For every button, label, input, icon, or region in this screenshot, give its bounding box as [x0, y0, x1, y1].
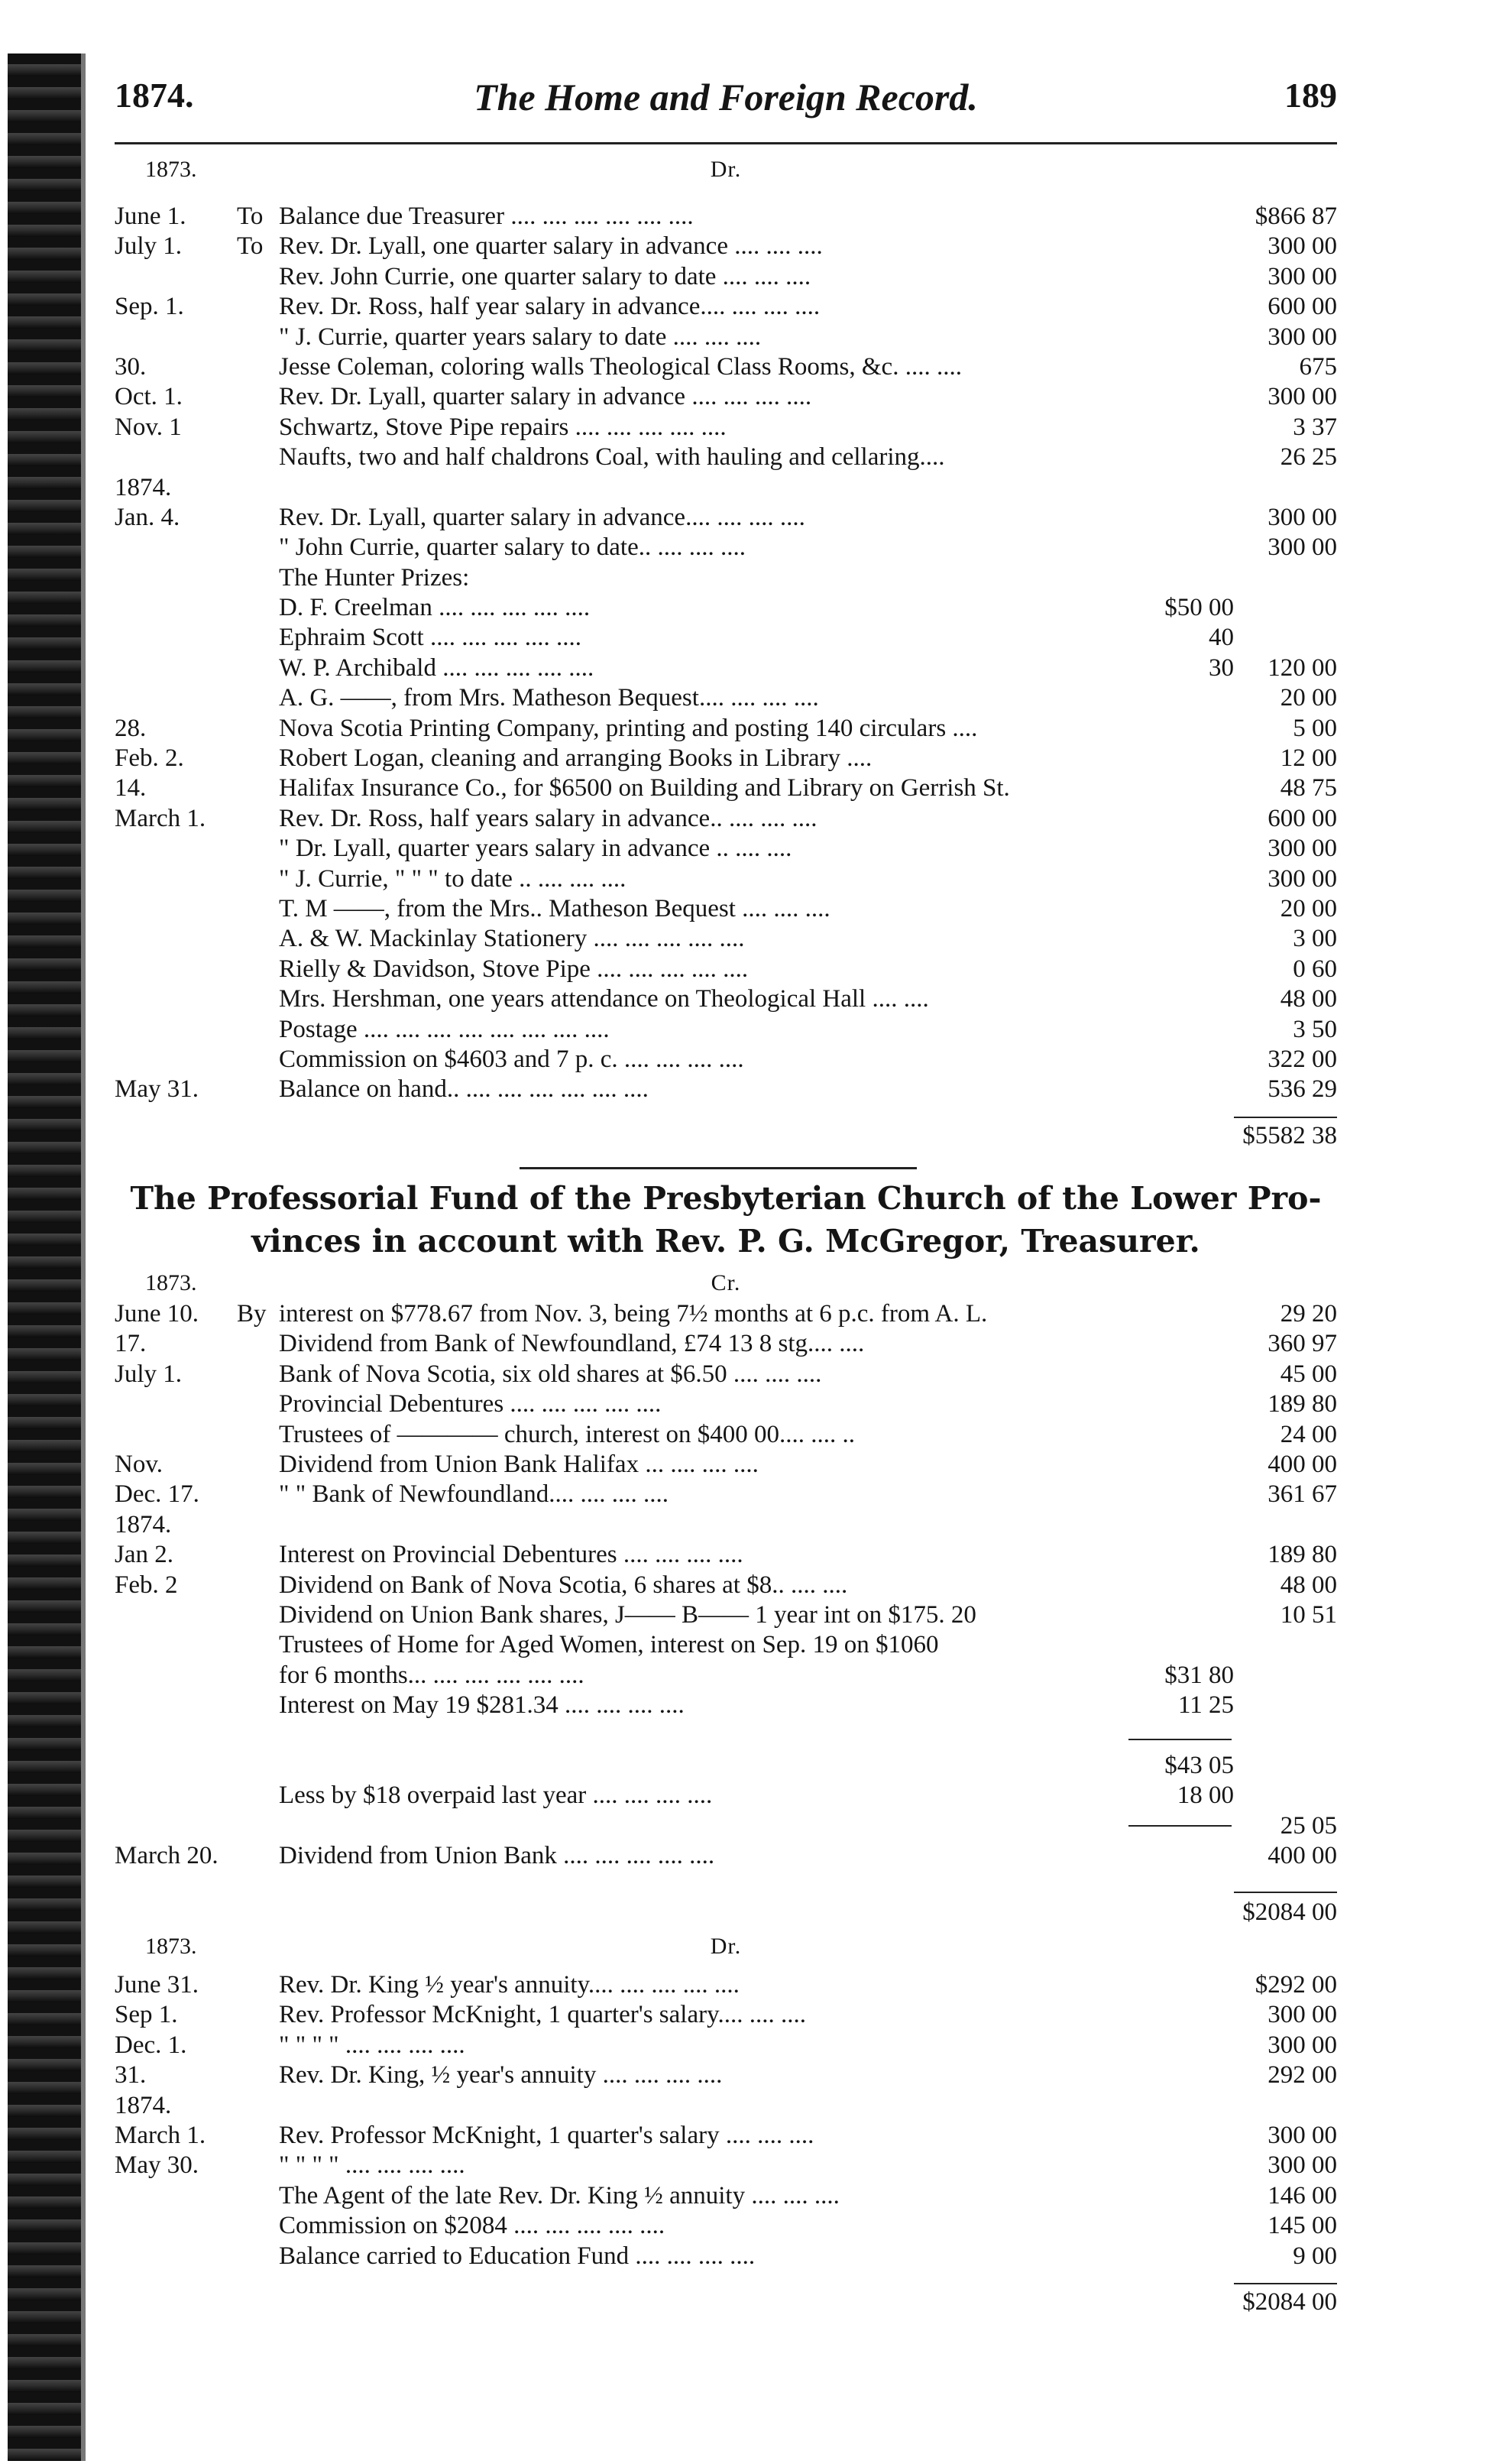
- entry-amount: 9 00: [1293, 2242, 1337, 2270]
- ledger-row: [115, 834, 1337, 864]
- entry-prefix: To: [237, 232, 264, 261]
- entry-amount: 292 00: [1268, 2061, 1337, 2090]
- entry-amount: 300 00: [1268, 323, 1337, 351]
- entry-date: May 31.: [115, 1075, 199, 1104]
- entry-amount: 24 00: [1280, 1420, 1337, 1448]
- entry-amount: 300 00: [1268, 232, 1337, 261]
- entry-date: 17.: [115, 1330, 147, 1358]
- entry-description: Robert Logan, cleaning and arranging Books in Library ....: [279, 744, 873, 773]
- section2-total-rule: [1234, 1892, 1337, 1893]
- ledger-row: [115, 1781, 1337, 1811]
- ledger-row: [115, 804, 1337, 834]
- ledger-row: [115, 955, 1337, 984]
- entry-amount: 189 80: [1268, 1541, 1337, 1569]
- scan-edge: [8, 53, 86, 2461]
- entry-subamount: $50 00: [1164, 594, 1234, 622]
- entry-description: The Hunter Prizes:: [279, 563, 470, 592]
- entry-description: A. G. ——, from Mrs. Matheson Bequest.... .... .... ....: [279, 684, 819, 712]
- entry-date: June 31.: [115, 1971, 199, 1999]
- entry-amount: 675: [1299, 352, 1337, 381]
- running-header: [115, 75, 1337, 128]
- entry-amount: 45 00: [1280, 1360, 1337, 1388]
- entry-description: " " Bank of Newfoundland.... .... .... ....: [279, 1480, 669, 1509]
- section1-label: Dr.: [710, 157, 742, 182]
- entry-description: Rev. Professor McKnight, 1 quarter's salary .... .... ....: [279, 2121, 814, 2149]
- section1-total-rule: [1234, 1117, 1337, 1118]
- entry-date: 30.: [115, 352, 147, 381]
- entry-date: 14.: [115, 774, 147, 802]
- entry-amount: 361 67: [1268, 1480, 1337, 1509]
- entry-prefix: To: [237, 203, 264, 230]
- ledger-row: [115, 2181, 1337, 2211]
- section3-year: 1873.: [145, 1934, 197, 1959]
- entry-description: " " " " .... .... .... ....: [279, 2031, 465, 2059]
- entry-amount: 300 00: [1268, 383, 1337, 411]
- entry-prefix: By: [237, 1300, 267, 1328]
- ledger-row: [115, 653, 1337, 683]
- entry-description: Rev. Dr. King ½ year's annuity.... .... .... .... ....: [279, 1971, 740, 1999]
- entry-subamount: 11 25: [1177, 1691, 1234, 1720]
- ledger-row: [115, 2091, 1337, 2121]
- ledger-row: [115, 1329, 1337, 1359]
- entry-amount: 189 80: [1268, 1390, 1337, 1418]
- entry-date: 28.: [115, 714, 147, 742]
- entry-subamount: $31 80: [1164, 1661, 1234, 1689]
- entry-description: Dividend on Union Bank shares, J—— B—— 1 year int on $175. 20: [279, 1600, 976, 1629]
- ledger-row: [115, 1841, 1337, 1871]
- ledger-row: [115, 924, 1337, 954]
- ledger-row: [115, 1389, 1337, 1419]
- entry-description: Balance on hand.. .... .... .... .... .... ....: [279, 1075, 649, 1104]
- entry-date: Dec. 17.: [115, 1480, 199, 1509]
- ledger-row: [115, 1015, 1337, 1045]
- ledger-row: [115, 714, 1337, 744]
- entry-amount: 3 37: [1293, 413, 1337, 441]
- entry-description: Dividend from Union Bank .... .... .... .... ....: [279, 1842, 715, 1870]
- entry-description: Dividend on Bank of Nova Scotia, 6 shares at $8.. .... ....: [279, 1571, 848, 1599]
- entry-amount: 300 00: [1268, 503, 1337, 531]
- entry-description: " J. Currie, quarter years salary to date .... .... ....: [279, 323, 762, 351]
- section2-label: Cr.: [711, 1270, 741, 1295]
- ledger-row: [115, 1720, 1337, 1750]
- ledger-row: [115, 443, 1337, 472]
- entry-description: Less by $18 overpaid last year .... .... .... ....: [279, 1782, 713, 1810]
- entry-description: D. F. Creelman .... .... .... .... ....: [279, 594, 591, 622]
- entry-description: Rev. John Currie, one quarter salary to date .... .... ....: [279, 262, 811, 290]
- ledger-row: [115, 2151, 1337, 2180]
- entry-date: Feb. 2: [115, 1571, 178, 1599]
- entry-date: Feb. 2.: [115, 744, 184, 773]
- entry-description: Balance carried to Education Fund .... .... .... ....: [279, 2242, 756, 2270]
- ledger-row: [115, 623, 1337, 653]
- ledger-row: [115, 1510, 1337, 1540]
- entry-description: Rev. Dr. Lyall, quarter salary in advance .... .... .... ....: [279, 383, 812, 411]
- section-divider: [520, 1167, 917, 1169]
- ledger-row: [115, 292, 1337, 322]
- entry-amount: $292 00: [1255, 1971, 1337, 1999]
- entry-description: " John Currie, quarter salary to date.. .... .... ....: [279, 533, 746, 562]
- entry-amount: 300 00: [1268, 864, 1337, 893]
- entry-description: " " " " .... .... .... ....: [279, 2151, 465, 2180]
- entry-date: July 1.: [115, 232, 183, 261]
- entry-subamount: 18 00: [1177, 1782, 1234, 1810]
- entry-description: Commission on $4603 and 7 p. c. .... .... .... ....: [279, 1045, 744, 1073]
- entry-amount: 600 00: [1268, 804, 1337, 832]
- ledger-row: [115, 563, 1337, 593]
- entry-description: Schwartz, Stove Pipe repairs .... .... .... .... ....: [279, 413, 727, 441]
- entry-description: Rev. Dr. Lyall, quarter salary in advance.... .... .... ....: [279, 503, 805, 531]
- ledger-row: [115, 773, 1337, 803]
- entry-description: Interest on Provincial Debentures .... .... .... ....: [279, 1541, 743, 1569]
- entry-amount: 3 00: [1293, 925, 1337, 953]
- ledger-row: [115, 1661, 1337, 1691]
- ledger-row: [115, 2060, 1337, 2090]
- fund-title: The Professorial Fund of the Presbyterian Church of the Lower Pro- vinces in account with Rev. P. G. McGregor, Treasurer.: [130, 1180, 1322, 1260]
- entry-description: Balance due Treasurer .... .... .... .... .... ....: [279, 203, 694, 230]
- entry-amount: 360 97: [1268, 1330, 1337, 1358]
- entry-description: Halifax Insurance Co., for $6500 on Building and Library on Gerrish St.: [279, 774, 1010, 802]
- entry-date: Nov. 1: [115, 413, 182, 441]
- ledger-row: [115, 864, 1337, 894]
- entry-date: May 30.: [115, 2151, 199, 2180]
- entry-description: Jesse Coleman, coloring walls Theological Class Rooms, &c. .... ....: [279, 352, 962, 381]
- entry-description: Dividend from Union Bank Halifax ... .... .... ....: [279, 1450, 759, 1478]
- entry-amount: 300 00: [1268, 2151, 1337, 2180]
- entry-description: Rev. Dr. Lyall, one quarter salary in advance .... .... ....: [279, 232, 823, 261]
- ledger-row: [115, 1360, 1337, 1389]
- entry-amount: 300 00: [1268, 2031, 1337, 2059]
- section1-year: 1873.: [145, 157, 197, 182]
- ledger-row: [115, 473, 1337, 503]
- entry-date: Sep. 1.: [115, 293, 184, 321]
- ledger-row: [115, 352, 1337, 382]
- entry-amount: 120 00: [1268, 653, 1337, 682]
- entry-description: Naufts, two and half chaldrons Coal, with hauling and cellaring....: [279, 443, 945, 472]
- entry-subamount: 40: [1209, 624, 1234, 652]
- ledger-row: [115, 593, 1337, 623]
- entry-amount: 48 75: [1280, 774, 1337, 802]
- entry-amount: 25 05: [1280, 1811, 1337, 1840]
- entry-description: Trustees of Home for Aged Women, interest on Sep. 19 on $1060: [279, 1631, 939, 1659]
- header-rule: [115, 142, 1337, 144]
- ledger-row: [115, 323, 1337, 352]
- section1-total: $5582 38: [1242, 1122, 1337, 1149]
- entry-amount: 0 60: [1293, 955, 1337, 983]
- entry-description: Nova Scotia Printing Company, printing and posting 140 circulars ....: [279, 714, 978, 742]
- entry-date: 1874.: [115, 473, 172, 501]
- entry-date: July 1.: [115, 1360, 183, 1388]
- entry-description: Commission on $2084 .... .... .... .... ....: [279, 2212, 665, 2240]
- entry-description: Rev. Dr. King, ½ year's annuity .... .... .... ....: [279, 2061, 723, 2090]
- section3-label: Dr.: [710, 1934, 742, 1959]
- entry-amount: 29 20: [1280, 1300, 1337, 1328]
- ledger-row: [115, 1571, 1337, 1600]
- ledger-row: [115, 1075, 1337, 1104]
- entry-amount: $866 87: [1255, 203, 1337, 230]
- ledger-row: [115, 1630, 1337, 1660]
- ledger-row: [115, 1480, 1337, 1509]
- ledger-row: [115, 202, 1337, 232]
- entry-description: interest on $778.67 from Nov. 3, being 7½ months at 6 p.c. from A. L.: [279, 1300, 988, 1328]
- ledger-row: [115, 262, 1337, 292]
- ledger-row: [115, 2031, 1337, 2060]
- section2-total: $2084 00: [1242, 1898, 1337, 1926]
- entry-amount: 145 00: [1268, 2212, 1337, 2240]
- entry-description: Mrs. Hershman, one years attendance on Theological Hall .... ....: [279, 985, 929, 1013]
- ledger-row: [115, 1045, 1337, 1075]
- entry-description: Bank of Nova Scotia, six old shares at $6.50 .... .... ....: [279, 1360, 822, 1388]
- entry-date: 31.: [115, 2061, 147, 2090]
- entry-amount: 600 00: [1268, 293, 1337, 321]
- ledger-row: [115, 683, 1337, 713]
- entry-description: Ephraim Scott .... .... .... .... ....: [279, 624, 581, 652]
- entry-subamount: 30: [1209, 653, 1234, 682]
- entry-description: W. P. Archibald .... .... .... .... ....: [279, 653, 594, 682]
- ledger-row: [115, 744, 1337, 773]
- entry-amount: 300 00: [1268, 262, 1337, 290]
- section3-total: $2084 00: [1242, 2288, 1337, 2316]
- entry-description: T. M ——, from the Mrs.. Matheson Bequest .... .... ....: [279, 894, 830, 922]
- ledger-row: [115, 2121, 1337, 2151]
- ledger-row: [115, 533, 1337, 563]
- entry-date: Sep 1.: [115, 2001, 178, 2029]
- entry-amount: 26 25: [1280, 443, 1337, 472]
- entry-date: Oct. 1.: [115, 383, 183, 411]
- entry-amount: 146 00: [1268, 2181, 1337, 2209]
- entry-date: 1874.: [115, 2091, 172, 2119]
- entry-description: Trustees of ———— church, interest on $400 00.... .... ..: [279, 1420, 856, 1448]
- entry-amount: 20 00: [1280, 684, 1337, 712]
- entry-date: Jan 2.: [115, 1541, 173, 1569]
- entry-amount: 300 00: [1268, 835, 1337, 863]
- entry-description: Provincial Debentures .... .... .... .... ....: [279, 1390, 662, 1418]
- entry-description: Rev. Dr. Ross, half year salary in advance.... .... .... ....: [279, 293, 821, 321]
- entry-description: A. & W. Mackinlay Stationery .... .... .... .... ....: [279, 925, 745, 953]
- entry-amount: 536 29: [1268, 1075, 1337, 1104]
- ledger-row: [115, 1450, 1337, 1480]
- subtotal-rule-2: [1128, 1825, 1232, 1827]
- entry-description: Rev. Professor McKnight, 1 quarter's salary.... .... ....: [279, 2001, 806, 2029]
- ledger-row: [115, 1751, 1337, 1781]
- section2-entries: [115, 1299, 1337, 1871]
- subtotal-rule: [1128, 1739, 1232, 1740]
- entry-description: The Agent of the late Rev. Dr. King ½ annuity .... .... ....: [279, 2181, 840, 2209]
- section3-entries: [115, 1970, 1337, 2271]
- section3-total-rule: [1234, 2283, 1337, 2284]
- ledger-row: [115, 413, 1337, 443]
- entry-amount: 400 00: [1268, 1842, 1337, 1870]
- entry-description: Rielly & Davidson, Stove Pipe .... .... .... .... ....: [279, 955, 749, 983]
- ledger-row: [115, 2211, 1337, 2241]
- entry-amount: 10 51: [1280, 1600, 1337, 1629]
- entry-date: Jan. 4.: [115, 503, 180, 531]
- entry-date: 1874.: [115, 1510, 172, 1538]
- entry-amount: 300 00: [1268, 2121, 1337, 2149]
- entry-amount: 48 00: [1280, 1571, 1337, 1599]
- record-page: [115, 0, 1337, 2464]
- entry-date: Dec. 1.: [115, 2031, 187, 2059]
- entry-description: " Dr. Lyall, quarter years salary in advance .. .... ....: [279, 835, 792, 863]
- entry-amount: 12 00: [1280, 744, 1337, 773]
- entry-amount: 48 00: [1280, 985, 1337, 1013]
- ledger-row: [115, 232, 1337, 261]
- ledger-row: [115, 1970, 1337, 2000]
- entry-description: Interest on May 19 $281.34 .... .... .... ....: [279, 1691, 685, 1720]
- journal-title: The Home and Foreign Record.: [474, 76, 978, 118]
- ledger-row: [115, 1600, 1337, 1630]
- entry-amount: 3 50: [1293, 1015, 1337, 1043]
- entry-date: Nov.: [115, 1450, 163, 1478]
- entry-amount: 400 00: [1268, 1450, 1337, 1478]
- ledger-row: [115, 1420, 1337, 1450]
- ledger-row: [115, 1299, 1337, 1329]
- entry-date: June 10.: [115, 1300, 199, 1328]
- ledger-row: [115, 894, 1337, 924]
- header-year: 1874.: [115, 76, 194, 115]
- ledger-row: [115, 984, 1337, 1014]
- entry-date: March 20.: [115, 1842, 219, 1870]
- entry-amount: 322 00: [1268, 1045, 1337, 1073]
- entry-amount: 300 00: [1268, 2001, 1337, 2029]
- ledger-row: [115, 1540, 1337, 1570]
- entry-amount: 5 00: [1293, 714, 1337, 742]
- entry-subamount: $43 05: [1164, 1751, 1234, 1779]
- page-number: 189: [1284, 76, 1337, 115]
- ledger-row: [115, 1691, 1337, 1720]
- entry-description: Postage .... .... .... .... .... .... .... ....: [279, 1015, 610, 1043]
- entry-description: for 6 months... .... .... .... .... ....: [279, 1661, 584, 1689]
- section2-year: 1873.: [145, 1270, 197, 1295]
- entry-date: June 1.: [115, 203, 186, 230]
- section1-entries: [115, 202, 1337, 1105]
- entry-description: Dividend from Bank of Newfoundland, £74 13 8 stg.... ....: [279, 1330, 865, 1358]
- ledger-row: [115, 2242, 1337, 2271]
- entry-description: " J. Currie, " " " to date .. .... .... ....: [279, 864, 626, 893]
- entry-description: Rev. Dr. Ross, half years salary in advance.. .... .... ....: [279, 804, 818, 832]
- ledger-row: [115, 503, 1337, 533]
- entry-date: March 1.: [115, 804, 206, 832]
- entry-amount: 20 00: [1280, 894, 1337, 922]
- entry-date: March 1.: [115, 2121, 206, 2149]
- ledger-row: [115, 382, 1337, 412]
- entry-amount: 300 00: [1268, 533, 1337, 562]
- ledger-row: [115, 2000, 1337, 2030]
